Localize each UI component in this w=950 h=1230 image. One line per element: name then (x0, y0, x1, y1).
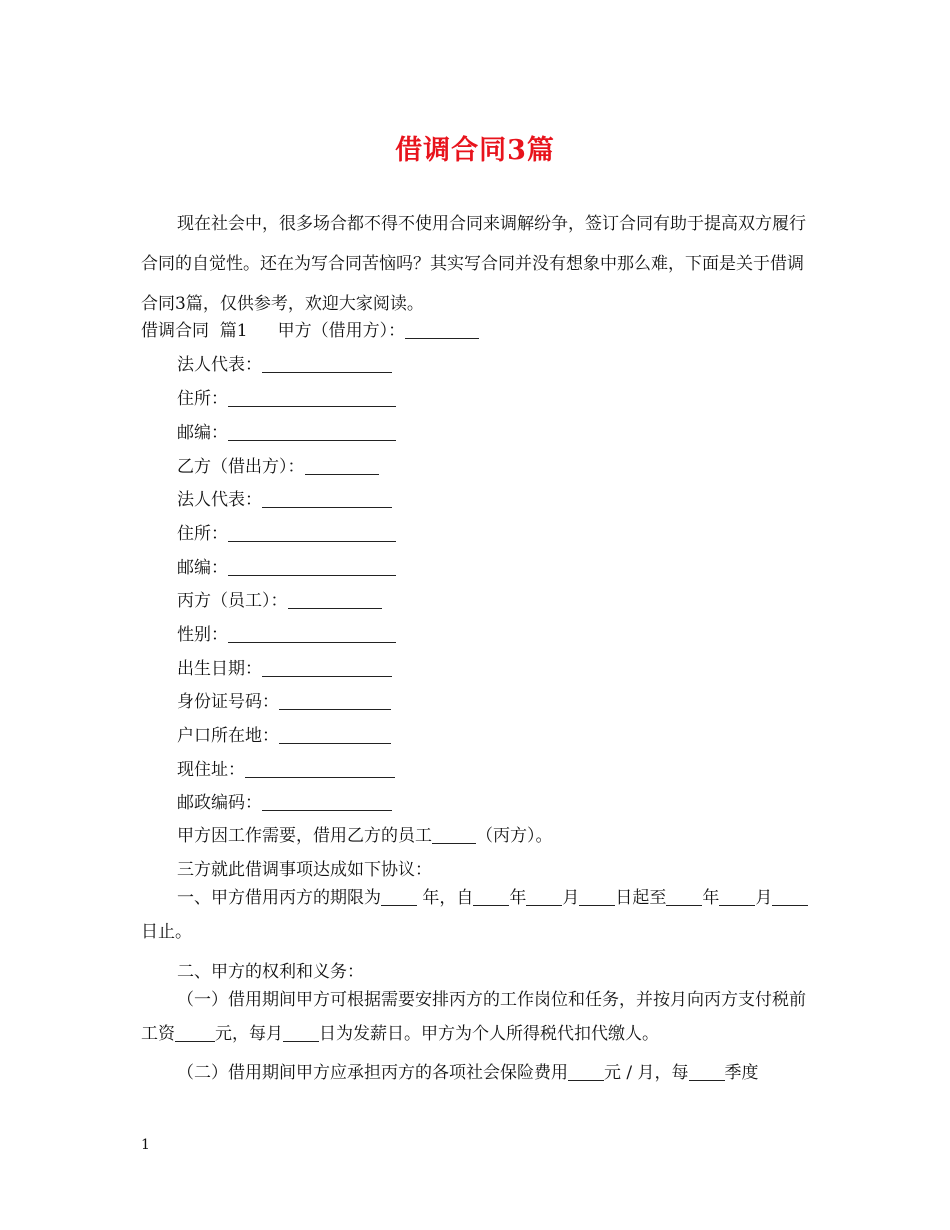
blank-line (568, 1063, 604, 1081)
blank-line (262, 793, 392, 811)
clause-text: 年 (509, 888, 527, 908)
blank-line (473, 888, 509, 906)
field-line (177, 721, 391, 746)
field-label: 户口所在地： (177, 726, 279, 746)
page-number: 1 (141, 1137, 150, 1153)
field-label: 邮政编码： (177, 793, 262, 813)
blank-line (381, 888, 417, 906)
clause-text: 年 (702, 888, 720, 908)
field-line (177, 452, 379, 477)
blank-line (432, 826, 476, 844)
clause-text: 一、甲方借用丙方的期限为 (177, 888, 381, 908)
blank-line (262, 659, 392, 677)
clause-2: 二、甲方的权利和义务： (177, 962, 364, 982)
need-line (177, 821, 553, 846)
blank-line (262, 490, 392, 508)
clause-1 (141, 881, 811, 949)
field-label: 住所： (177, 389, 228, 409)
field-line (177, 687, 391, 712)
document-title: 借调合同3篇 (395, 135, 555, 166)
blank-line (245, 760, 395, 778)
blank-line (228, 423, 396, 441)
party-a-label: 甲方（借用方）： (277, 321, 406, 341)
blank-line (228, 389, 396, 407)
field-line (177, 586, 382, 611)
blank-line (689, 1063, 725, 1081)
clause-text: 月 (755, 888, 773, 908)
field-line (177, 788, 392, 813)
field-line (177, 519, 396, 544)
need-text: 甲方因工作需要，借用乙方的员工 (177, 826, 432, 846)
blank-line (279, 692, 391, 710)
party-a-line (141, 316, 479, 341)
blank-line (305, 457, 379, 475)
clause-text: 日起至 (615, 888, 667, 908)
blank-line (772, 888, 808, 906)
field-label: 乙方（借出方）： (177, 457, 305, 477)
clause-text: （一）借用期间甲方可根据需要安排丙方的工作岗位和任务，并按月向丙方支付税前工资 (141, 990, 806, 1044)
field-line (177, 418, 396, 443)
blank-line (666, 888, 702, 906)
clause-text: 月 (562, 888, 580, 908)
field-line (177, 620, 396, 645)
clause-text: 元，每月 (215, 1024, 283, 1044)
blank-line (175, 1024, 215, 1042)
field-line (177, 654, 392, 679)
field-label: 现住址： (177, 760, 245, 780)
field-label: 法人代表： (177, 490, 262, 510)
field-label: 邮编： (177, 558, 228, 578)
clause-text: 季度 (724, 1063, 759, 1083)
field-label: 出生日期： (177, 659, 262, 679)
sub-clause-2 (177, 1058, 759, 1083)
clause-text: 日为发薪日。甲方为个人所得税代扣代缴人。 (319, 1024, 659, 1044)
field-line (177, 755, 395, 780)
field-label: 邮编： (177, 423, 228, 443)
blank-line (262, 355, 392, 373)
clause-text: 年，自 (417, 888, 474, 908)
need-text-end: （丙方）。 (476, 826, 553, 846)
blank-line (283, 1024, 319, 1042)
field-label: 身份证号码： (177, 692, 279, 712)
clause-text: 日止。 (141, 922, 192, 942)
field-line (177, 350, 392, 375)
blank-line (579, 888, 615, 906)
intro-paragraph: 现在社会中，很多场合都不得不使用合同来调解纷争，签订合同有助于提高双方履行合同的自觉性。还在为写合同苦恼吗？其实写合同并没有想象中那么难，下面是关于借调合同3篇，仅供参考，欢迎大家阅读。 (141, 214, 806, 314)
field-line (177, 485, 392, 510)
blank-line (228, 524, 396, 542)
field-line (177, 384, 396, 409)
field-label: 法人代表： (177, 355, 262, 375)
blank-line (228, 558, 396, 576)
blank-line (288, 591, 382, 609)
blank-line (526, 888, 562, 906)
clause-text: （二）借用期间甲方应承担丙方的各项社会保险费用 (177, 1063, 568, 1083)
section-label: 借调合同 篇1 (141, 321, 248, 341)
field-label: 丙方（员工）： (177, 591, 288, 611)
sub-clause-1 (141, 983, 811, 1051)
field-label: 住所： (177, 524, 228, 544)
agreement-line: 三方就此借调事项达成如下协议： (177, 860, 432, 880)
blank-line (405, 321, 479, 339)
field-line (177, 553, 396, 578)
clause-text: 元 / 月，每 (604, 1063, 689, 1083)
blank-line (279, 726, 391, 744)
blank-line (228, 625, 396, 643)
field-label: 性别： (177, 625, 228, 645)
blank-line (719, 888, 755, 906)
